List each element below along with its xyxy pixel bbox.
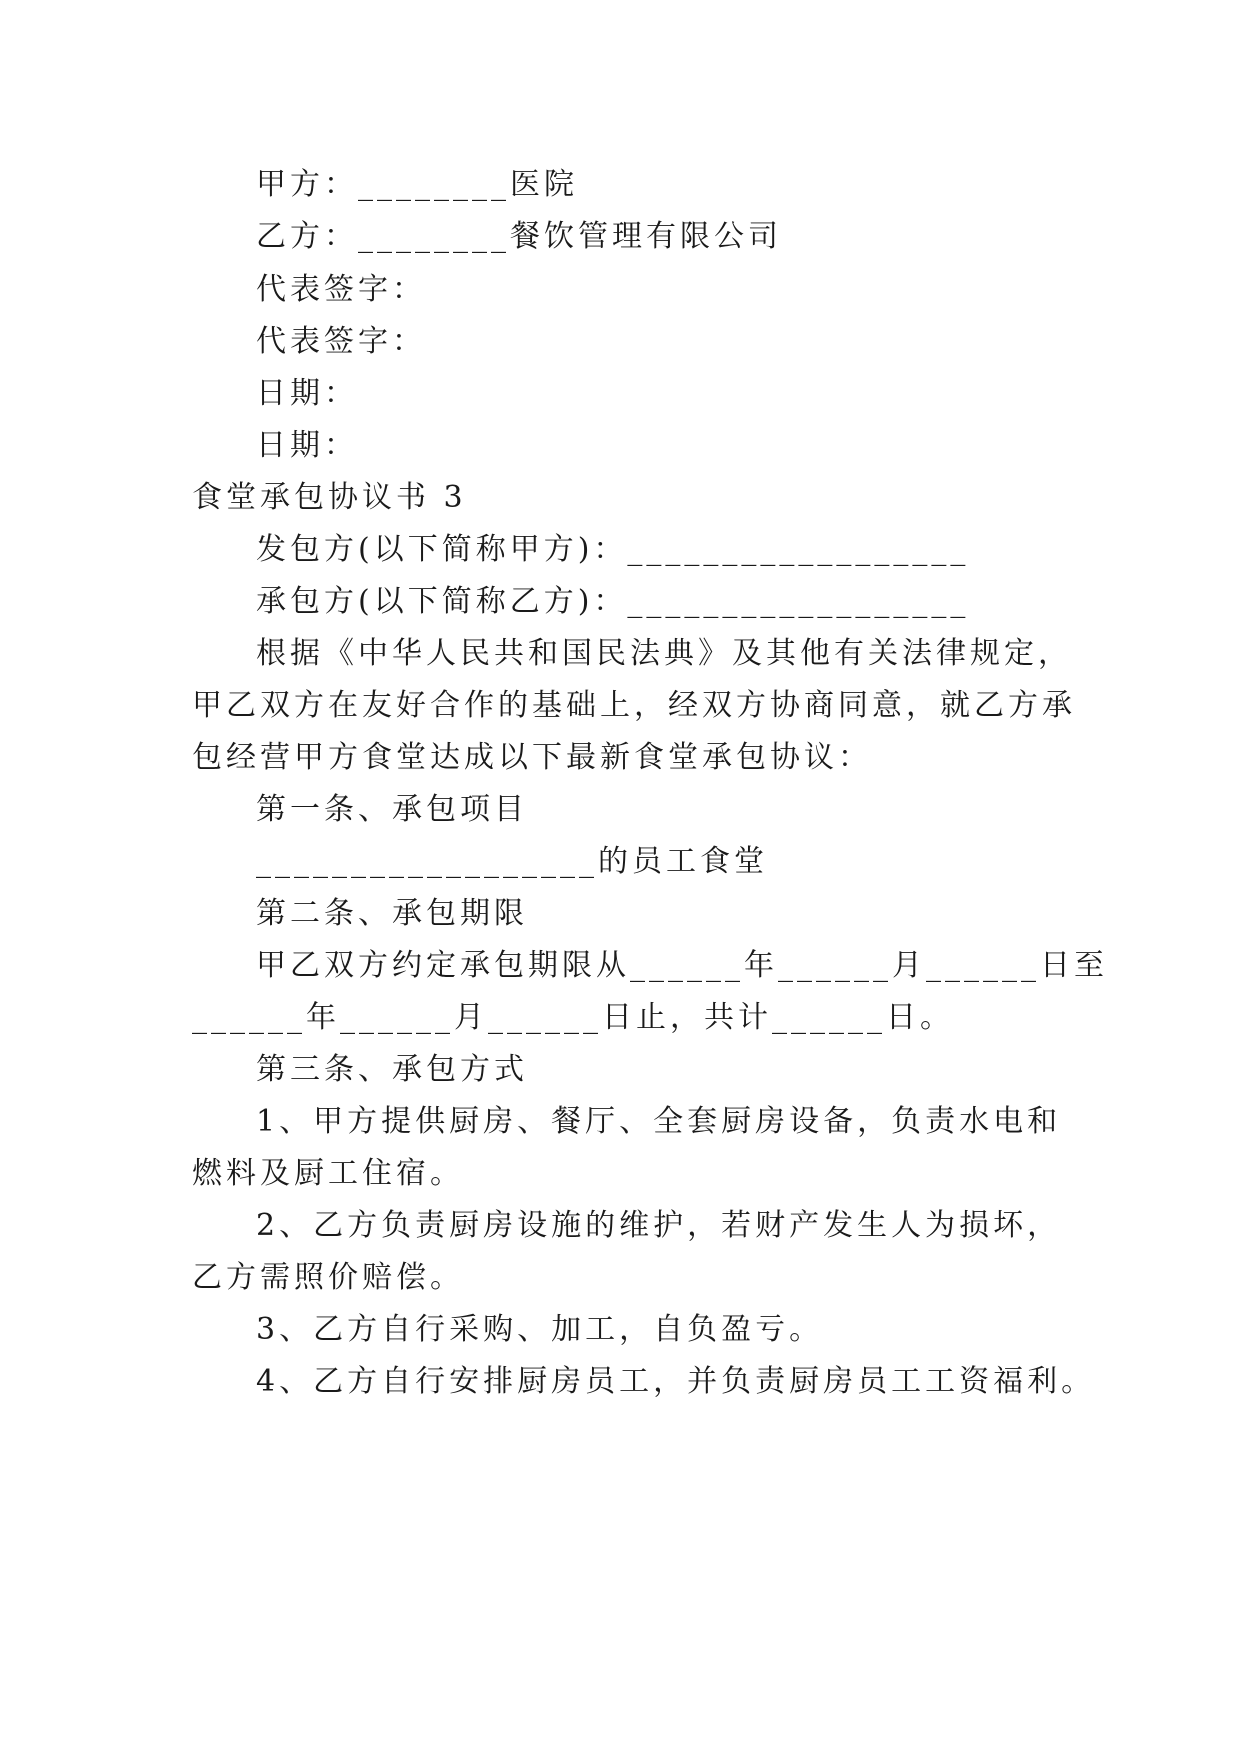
section-title: 食堂承包协议书 3 xyxy=(192,480,467,515)
article-3-item-1-line-1: 1、甲方提供厨房、餐厅、全套厨房设备，负责水电和 xyxy=(256,1104,1062,1139)
article-3-item-2-line-2: 乙方需照价赔偿。 xyxy=(192,1260,464,1295)
date-line-b: 日期： xyxy=(256,428,358,463)
article-3-item-2-line-1: 2、乙方负责厨房设施的维护，若财产发生人为损坏， xyxy=(256,1208,1062,1243)
article-3-item-3: 3、乙方自行采购、加工，自负盈亏。 xyxy=(256,1312,824,1347)
article-1-heading: 第一条、承包项目 xyxy=(256,792,528,827)
article-3-item-4: 4、乙方自行安排厨房员工，并负责厨房员工工资福利。 xyxy=(256,1364,1096,1399)
party-b-line: 乙方：________餐饮管理有限公司 xyxy=(256,219,782,254)
intro-paragraph-line-2: 甲乙双方在友好合作的基础上，经双方协商同意，就乙方承 xyxy=(192,688,1076,723)
contractee-line: 承包方(以下简称乙方)：__________________ xyxy=(256,584,970,619)
intro-paragraph-line-1: 根据《中华人民共和国民法典》及其他有关法律规定， xyxy=(256,636,1072,671)
date-line-a: 日期： xyxy=(256,376,358,411)
intro-paragraph-line-3: 包经营甲方食堂达成以下最新食堂承包协议： xyxy=(192,740,872,775)
article-2-content-line-1: 甲乙双方约定承包期限从______年______月______日至 xyxy=(256,948,1108,983)
article-2-heading: 第二条、承包期限 xyxy=(256,896,528,931)
signature-line-a: 代表签字： xyxy=(256,272,426,307)
party-a-line: 甲方：________医院 xyxy=(256,167,578,202)
signature-line-b: 代表签字： xyxy=(256,324,426,359)
contractor-line: 发包方(以下简称甲方)：__________________ xyxy=(256,532,970,567)
article-3-heading: 第三条、承包方式 xyxy=(256,1052,528,1087)
article-2-content-line-2: ______年______月______日止，共计______日。 xyxy=(192,1000,954,1035)
article-3-item-1-line-2: 燃料及厨工住宿。 xyxy=(192,1156,464,1191)
article-1-content: __________________的员工食堂 xyxy=(256,844,768,879)
